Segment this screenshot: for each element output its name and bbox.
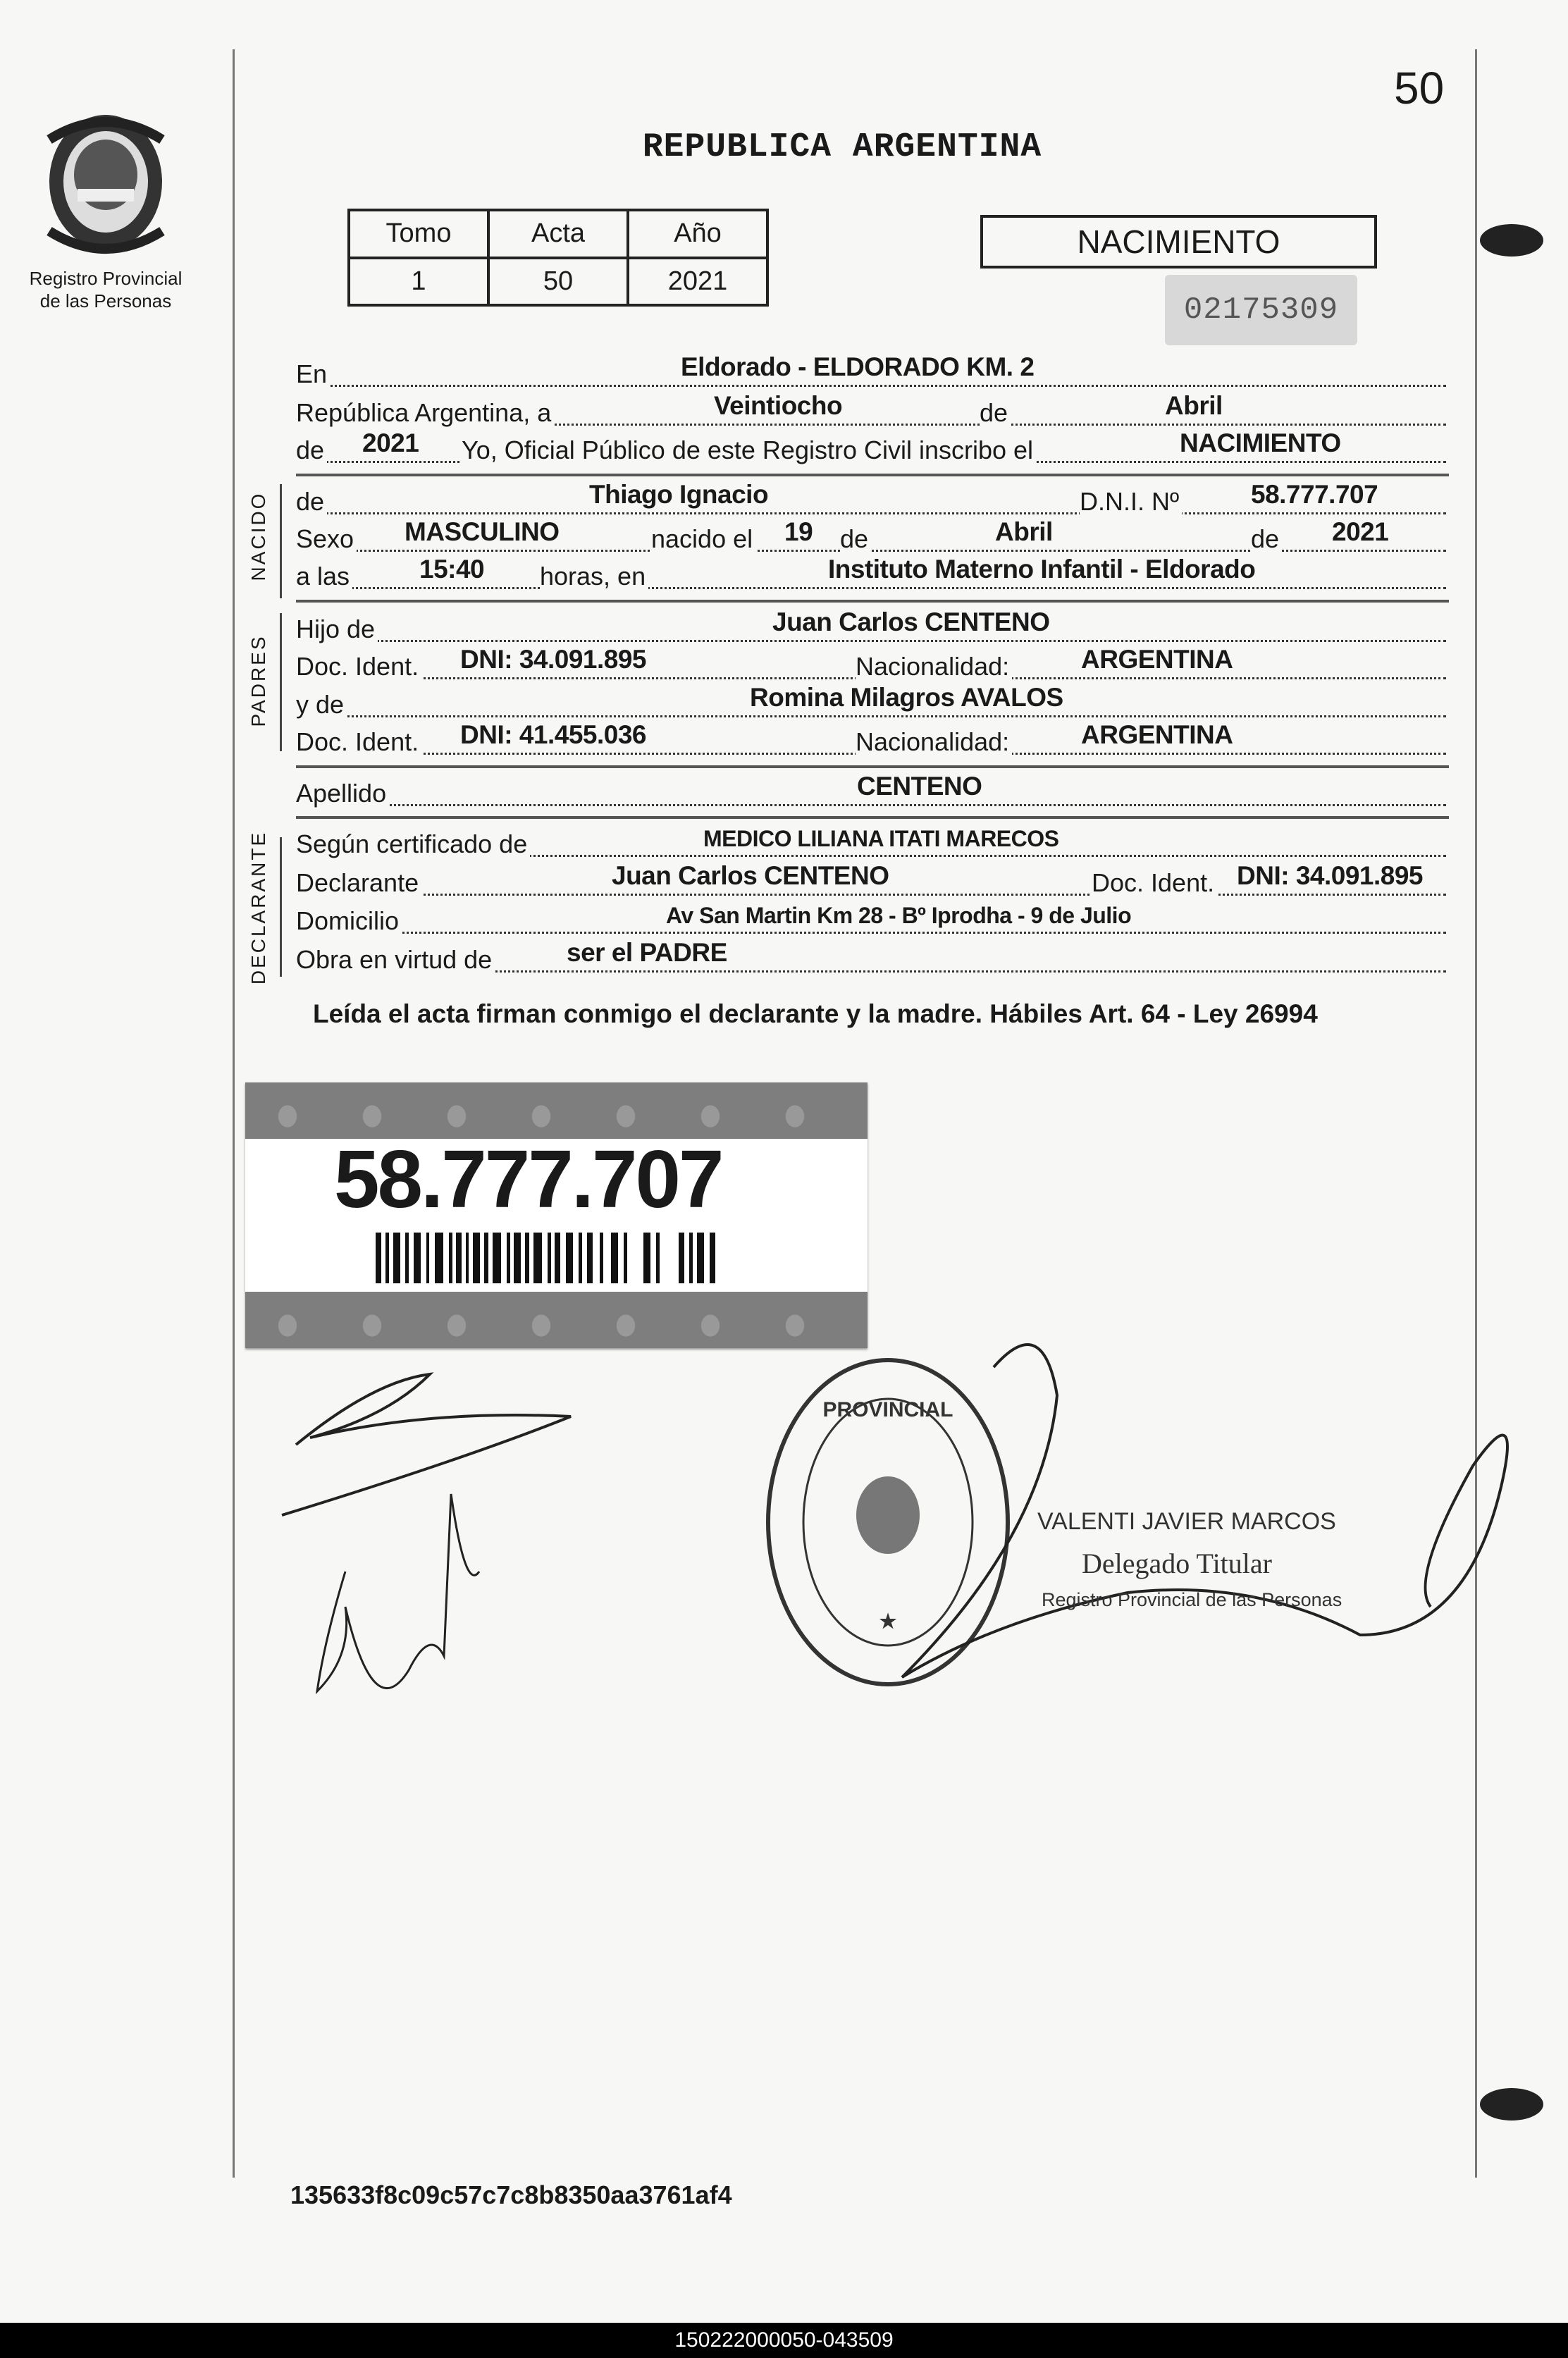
label-horas: horas, en xyxy=(540,562,648,591)
row-surname xyxy=(296,772,1446,806)
svg-text:PROVINCIAL: PROVINCIAL xyxy=(822,1398,953,1421)
document-hash: 135633f8c09c57c7c8b8350aa3761af4 xyxy=(290,2180,732,2209)
value-acta: 50 xyxy=(488,258,628,306)
value-declarant-name: Juan Carlos CENTENO xyxy=(612,861,889,890)
value-act: NACIMIENTO xyxy=(1180,428,1341,457)
row-name xyxy=(296,480,1446,514)
value-certificate: MEDICO LILIANA ITATI MARECOS xyxy=(703,826,1059,851)
value-place: Eldorado - ELDORADO KM. 2 xyxy=(681,352,1035,381)
declarant-signature xyxy=(268,1360,620,1755)
label-dni: D.N.I. Nº xyxy=(1080,487,1182,517)
section-label-declarante: DECLARANTE xyxy=(247,830,269,985)
value-sex: MASCULINO xyxy=(405,517,560,546)
label-doc: Doc. Ident. xyxy=(1092,868,1217,898)
value-declarant-doc: DNI: 34.091.895 xyxy=(1237,861,1424,890)
label-doc: Doc. Ident. xyxy=(296,727,421,757)
left-margin-line xyxy=(233,49,235,2178)
closing-statement: Leída el acta firman conmigo el declarante y la madre. Hábiles Art. 64 - Ley 26994 xyxy=(313,999,1318,1028)
label-de: de xyxy=(840,524,871,554)
row-place xyxy=(296,352,1446,387)
value-day: Veintiocho xyxy=(714,391,843,420)
label-de2: de xyxy=(296,436,327,465)
tomo-acta-ano-table xyxy=(347,209,769,307)
serial-number-stamp: 02175309 xyxy=(1165,275,1357,345)
divider xyxy=(296,600,1449,603)
label-oficial: Yo, Oficial Público de este Registro Civil inscribo el xyxy=(462,436,1036,465)
logo-caption-line2: de las Personas xyxy=(39,290,172,311)
label-domicilio: Domicilio xyxy=(296,906,402,936)
label-de: de xyxy=(1251,524,1282,554)
svg-text:★: ★ xyxy=(879,1610,897,1632)
label-obra: Obra en virtud de xyxy=(296,945,495,975)
value-mother-nationality: ARGENTINA xyxy=(1081,720,1233,749)
footer-code-bar: 150222000050-043509 xyxy=(0,2323,1568,2358)
row-father xyxy=(296,607,1446,642)
padres-bracket xyxy=(280,613,282,751)
label-nacionalidad: Nacionalidad: xyxy=(856,652,1012,681)
value-capacity: ser el PADRE xyxy=(567,938,727,967)
label-republica: República Argentina, a xyxy=(296,398,554,428)
barcode xyxy=(376,1233,717,1283)
header-tomo: Tomo xyxy=(349,210,488,258)
value-child-name: Thiago Ignacio xyxy=(589,480,769,509)
label-en: En xyxy=(296,359,330,389)
label-sexo: Sexo xyxy=(296,524,357,554)
punch-hole xyxy=(1480,224,1543,257)
row-year xyxy=(296,428,1446,463)
row-capacity xyxy=(296,938,1446,973)
label-alas: a las xyxy=(296,562,352,591)
value-birth-day: 19 xyxy=(784,517,813,546)
label-doc: Doc. Ident. xyxy=(296,652,421,681)
value-birth-year: 2021 xyxy=(1332,517,1389,546)
header-ano: Año xyxy=(628,210,767,258)
sticker-dni-number: 58.777.707 xyxy=(334,1133,722,1225)
label-segun: Según certificado de xyxy=(296,829,530,859)
row-father-doc xyxy=(296,645,1446,679)
row-address xyxy=(296,899,1446,934)
row-declarant xyxy=(296,861,1446,896)
row-certificate xyxy=(296,822,1446,857)
document-title: REPUBLICA ARGENTINA xyxy=(642,128,1042,166)
label-de: de xyxy=(296,487,327,517)
label-hijo: Hijo de xyxy=(296,615,378,644)
row-time-place xyxy=(296,555,1446,589)
value-surname: CENTENO xyxy=(857,772,982,801)
value-father-nationality: ARGENTINA xyxy=(1081,645,1233,674)
value-father-doc: DNI: 34.091.895 xyxy=(460,645,647,674)
signatory-role: Delegado Titular xyxy=(1082,1548,1272,1579)
value-address: Av San Martin Km 28 - Bº Iprodha - 9 de Julio xyxy=(666,903,1132,928)
value-birth-month: Abril xyxy=(995,517,1053,546)
value-father-name: Juan Carlos CENTENO xyxy=(772,607,1050,636)
row-date xyxy=(296,391,1446,426)
label-nacionalidad: Nacionalidad: xyxy=(856,727,1012,757)
label-declarante: Declarante xyxy=(296,868,421,898)
sticker-pattern-band xyxy=(245,1082,868,1139)
signatory-org: Registro Provincial de las Personas xyxy=(1042,1589,1342,1610)
divider xyxy=(296,474,1449,476)
nacido-bracket xyxy=(280,484,282,598)
signatory-name: VALENTI JAVIER MARCOS xyxy=(1037,1508,1336,1535)
value-mother-doc: DNI: 41.455.036 xyxy=(460,720,647,749)
value-child-dni: 58.777.707 xyxy=(1251,480,1378,509)
logo-caption-line1: Registro Provincial xyxy=(29,268,183,289)
value-year: 2021 xyxy=(362,428,419,457)
value-birth-time: 15:40 xyxy=(419,555,485,584)
dni-sticker xyxy=(245,1082,868,1348)
divider xyxy=(296,816,1449,819)
label-de: de xyxy=(980,398,1011,428)
section-label-padres: PADRES xyxy=(247,634,269,727)
row-mother xyxy=(296,683,1446,717)
punch-hole xyxy=(1480,2088,1543,2121)
value-ano: 2021 xyxy=(628,258,767,306)
misiones-seal-logo xyxy=(35,111,176,259)
page-number: 50 xyxy=(1394,63,1445,113)
divider xyxy=(296,765,1449,768)
section-label-nacido: NACIDO xyxy=(247,491,269,581)
right-margin-line xyxy=(1475,49,1477,2178)
label-apellido: Apellido xyxy=(296,779,389,808)
header-acta: Acta xyxy=(488,210,628,258)
record-type-box: NACIMIENTO xyxy=(980,215,1377,268)
value-tomo: 1 xyxy=(349,258,488,306)
row-sex-birthdate xyxy=(296,517,1446,552)
value-birth-place: Instituto Materno Infantil - Eldorado xyxy=(828,555,1256,584)
value-month: Abril xyxy=(1165,391,1223,420)
label-nacido: nacido el xyxy=(651,524,755,554)
declarante-bracket xyxy=(280,837,282,977)
row-mother-doc xyxy=(296,720,1446,755)
value-mother-name: Romina Milagros AVALOS xyxy=(750,683,1063,712)
label-yde: y de xyxy=(296,690,347,720)
